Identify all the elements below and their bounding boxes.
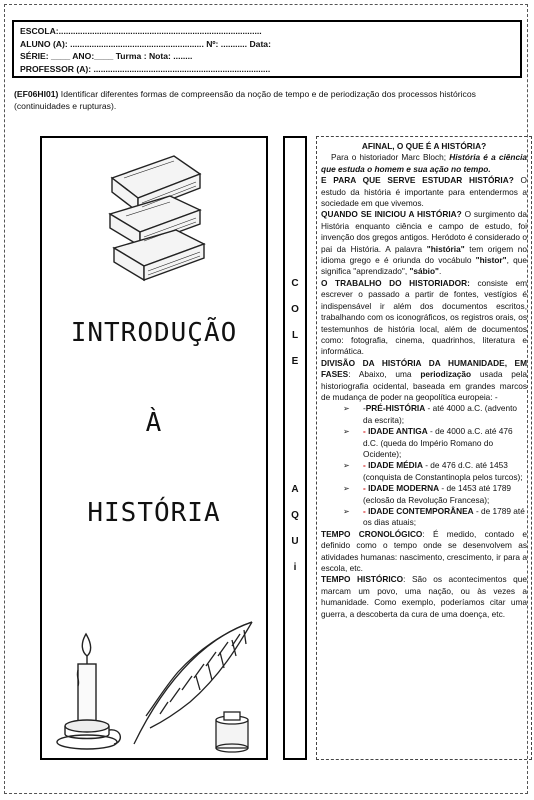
- cover-title-line-3: HISTÓRIA: [87, 498, 221, 528]
- paragraph-purpose: E PARA QUE SERVE ESTUDAR HISTÓRIA? O estudo da história é importante para entendermos a sociedade em que vivemos.: [321, 175, 527, 209]
- quill-icon: [120, 616, 260, 756]
- list-item: ➢ - IDADE ANTIGA - de 4000 a.C. até 476 d.C. (queda do Império Romano do Ocidente);: [343, 426, 513, 459]
- content-panel: [316, 136, 532, 760]
- cover-title-line-2: À: [145, 408, 163, 438]
- cover-title-line-1: INTRODUÇÃO: [70, 318, 238, 348]
- objective-text: Identificar diferentes formas de compreensão da noção de tempo e de periodização dos processos históricos (continuidades e rupturas).: [14, 89, 476, 111]
- student-line[interactable]: ALUNO (A): ........................................................ Nº: ........... Data:: [20, 38, 271, 49]
- arrow-bullet-icon: ➢: [343, 404, 350, 414]
- paragraph-definition: Para o historiador Marc Bloch; História é a ciência que estuda o homem e sua ação no tempo.: [321, 152, 528, 174]
- fold-letter: L: [291, 330, 299, 341]
- arrow-bullet-icon: ➢: [343, 461, 350, 471]
- fold-letter: O: [291, 304, 299, 315]
- paragraph-periodization: DIVISÃO DA HISTÓRIA DA HUMANIDADE, EM FASES: Abaixo, uma periodização usada pela historiografia ocidental, baseada em grandes marcos de mudança de poder na geopolítica europeia: -: [321, 357, 527, 402]
- learning-objective: [14, 88, 524, 112]
- grade-line[interactable]: SÉRIE: ____ ANO:____ Turma : Nota: ........: [20, 51, 193, 61]
- cover-panel: [40, 136, 268, 760]
- fold-letter: A: [291, 484, 299, 495]
- candle-icon: [56, 630, 126, 756]
- period-list: [321, 403, 527, 528]
- arrow-bullet-icon: ➢: [343, 484, 350, 494]
- list-item: ➢ -PRÉ-HISTÓRIA - até 4000 a.C. (advento da escrita);: [343, 403, 518, 425]
- paragraph-origin: QUANDO SE INICIOU A HISTÓRIA? O surgimento da História enquanto ciência e campo de estudo, foi invenção dos gregos antigos. Heródoto é considerado o pai da História. A palavra "história" tem origem no idioma grego e é oriunda do vocábulo "histor", que significa "aprendizado", "sábio".: [321, 209, 528, 277]
- fold-letter: i: [293, 562, 297, 573]
- fold-strip: [283, 136, 307, 760]
- list-item: ➢ - IDADE MÉDIA - de 476 d.C. até 1453 (conquista de Constantinopla pelos turcos);: [343, 460, 523, 482]
- fold-letter: E: [291, 356, 299, 367]
- paragraph-historical-time: TEMPO HISTÓRICO: São os acontecimentos que marcam um povo, uma nação, ou às vezes a humanidade. Como exemplo, poderíamos citar uma guerra, a descoberta da cura de uma doença, etc.: [321, 574, 527, 619]
- arrow-bullet-icon: ➢: [343, 427, 350, 437]
- list-item: ➢ - IDADE CONTEMPORÂNEA - de 1789 até os dias atuais;: [343, 506, 525, 528]
- objective-code: (EF06HI01): [14, 89, 59, 99]
- student-info-header: [12, 20, 522, 78]
- list-item: ➢ - IDADE MODERNA - de 1453 até 1789 (eclosão da Revolução Francesa);: [343, 483, 512, 505]
- content-title: AFINAL, O QUE É A HISTÓRIA?: [361, 141, 487, 151]
- paragraph-historian-work: O TRABALHO DO HISTORIADOR: consiste em escrever o passado a partir de fontes, vestígios é indispensável ir além dos documentos escritos, trabalhando com os iconográficos, os registros orais, os testemunhos de história local, além de documentos como: fotografia, cinema, quadrinhos, literatura e informática.: [321, 277, 527, 357]
- fold-letter: Q: [291, 510, 299, 521]
- books-icon: [104, 148, 216, 288]
- fold-letter: C: [291, 278, 299, 289]
- fold-letter: U: [291, 536, 299, 547]
- arrow-bullet-icon: ➢: [343, 507, 350, 516]
- teacher-line[interactable]: PROFESSOR (A): ..........................................................................: [20, 63, 271, 74]
- school-line[interactable]: ESCOLA:.....................................................................................: [20, 26, 262, 36]
- paragraph-chronological-time: TEMPO CRONOLÓGICO: É medido, contado e definido como o tempo onde se desenvolvem as atividades humanas: nascimento, crescimento, ir para a escola, etc.: [321, 528, 527, 574]
